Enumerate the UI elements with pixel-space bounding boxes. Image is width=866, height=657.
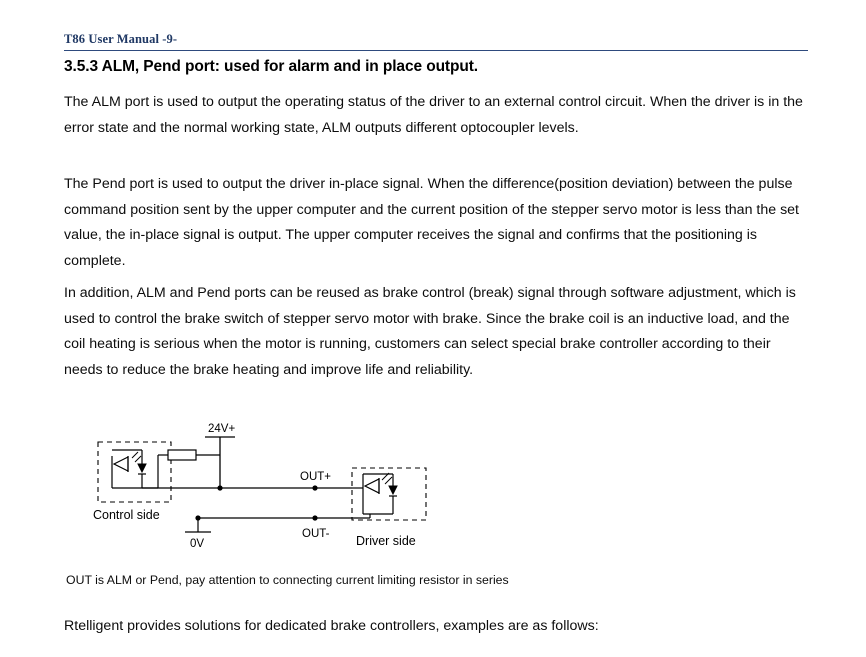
control-arrow-1 <box>132 452 138 458</box>
paragraph-pend-port: The Pend port is used to output the driver in-place signal. When the difference(position deviation) between the pulse command position sent by the upper computer and the current position of the stepper servo motor is less than the set value, the in-place signal is output. The upper computer receives the signal and confirms that the positioning is complete. <box>64 176 799 269</box>
label-24v: 24V+ <box>208 423 236 435</box>
label-0v: 0V <box>190 538 205 550</box>
driver-arrow-2 <box>385 477 392 484</box>
page-header <box>64 32 808 51</box>
junction-dot-ground <box>195 515 200 520</box>
header-divider <box>64 50 808 51</box>
label-out-plus: OUT+ <box>300 471 331 483</box>
driver-diode <box>389 486 397 494</box>
figure-caption: OUT is ALM or Pend, pay attention to connecting current limiting resistor in series <box>66 573 509 587</box>
optocoupler-wiring-diagram <box>80 420 460 565</box>
current-limiting-resistor <box>168 450 196 460</box>
junction-dot-out-minus <box>312 515 317 520</box>
control-side-boundary <box>98 442 171 502</box>
control-triangle <box>114 457 128 471</box>
closing-paragraph: Rtelligent provides solutions for dedicated brake controllers, examples are as follows: <box>64 618 599 634</box>
junction-dot-out-plus <box>312 485 317 490</box>
header-title: T86 User Manual -9- <box>64 32 178 46</box>
label-control-side: Control side <box>93 508 160 522</box>
label-out-minus: OUT- <box>302 528 330 540</box>
label-driver-side: Driver side <box>356 534 416 548</box>
control-diode <box>138 464 146 472</box>
section-heading: 3.5.3 ALM, Pend port: used for alarm and in place output. <box>64 58 478 75</box>
junction-dot-supply <box>217 485 222 490</box>
diagram-svg <box>80 420 460 565</box>
paragraph-alm-port: The ALM port is used to output the operating status of the driver to an external control circuit. When the driver is in the error state and the normal working state, ALM outputs different optocoupler levels. <box>64 94 803 136</box>
driver-triangle <box>365 479 379 493</box>
control-arrow-2 <box>135 456 141 462</box>
paragraph-brake-control: In addition, ALM and Pend ports can be reused as brake control (break) signal through software adjustment, which is used to control the brake switch of stepper servo motor with brake. Since the brake coil is an inductive load, and the coil heating is serious when the motor is running, customers can select special brake controller according to their needs to reduce the brake heating and improve life and reliability. <box>64 285 796 378</box>
